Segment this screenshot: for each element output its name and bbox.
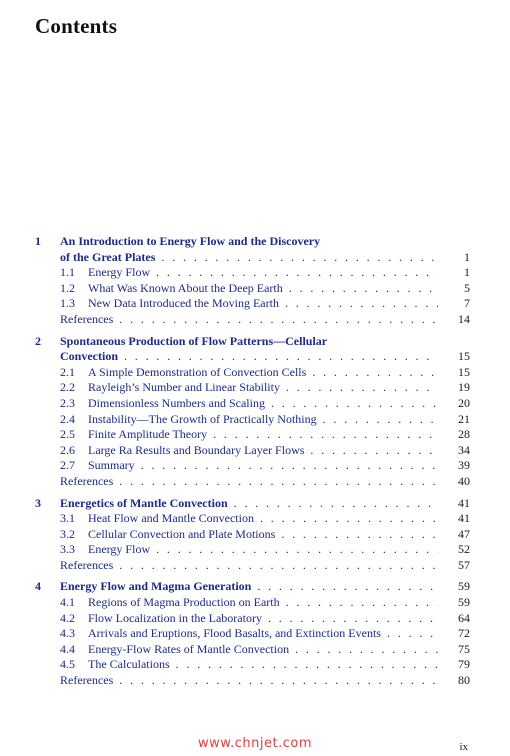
chapter-heading-row-continued[interactable] bbox=[35, 250, 470, 266]
dot-leader bbox=[119, 312, 438, 328]
section-number: 2.2 bbox=[60, 380, 75, 395]
section-number: 2.3 bbox=[60, 395, 75, 410]
section-page: 5 bbox=[464, 280, 470, 295]
section-row[interactable] bbox=[35, 427, 470, 443]
section-title[interactable]: A Simple Demonstration of Convection Cells bbox=[88, 364, 307, 379]
section-title[interactable]: New Data Introduced the Moving Earth bbox=[88, 296, 279, 311]
section-title[interactable]: The Calculations bbox=[88, 657, 170, 672]
section-title[interactable]: Energy-Flow Rates of Mantle Convection bbox=[88, 641, 290, 656]
chapter-number: 2 bbox=[35, 333, 41, 348]
section-row[interactable] bbox=[35, 365, 470, 381]
section-page: 7 bbox=[464, 296, 470, 311]
references-title[interactable]: References bbox=[60, 473, 114, 488]
dot-leader bbox=[268, 611, 438, 627]
chapter-heading-row[interactable] bbox=[35, 334, 470, 350]
chapter-page: 59 bbox=[458, 579, 470, 594]
section-number: 2.1 bbox=[60, 364, 75, 379]
references-row[interactable] bbox=[35, 558, 470, 574]
section-title[interactable]: Summary bbox=[88, 458, 135, 473]
chapter-entry bbox=[35, 334, 470, 490]
references-page: 80 bbox=[458, 673, 470, 688]
references-title[interactable]: References bbox=[60, 557, 114, 572]
section-page: 21 bbox=[458, 411, 470, 426]
section-number: 1.3 bbox=[60, 296, 75, 311]
dot-leader bbox=[295, 642, 438, 658]
watermark: www.chnjet.com bbox=[197, 736, 313, 751]
section-number: 1.1 bbox=[60, 265, 75, 280]
dot-leader bbox=[286, 595, 438, 611]
dot-leader bbox=[156, 265, 438, 281]
references-row[interactable] bbox=[35, 312, 470, 328]
chapter-title[interactable]: Energetics of Mantle Convection bbox=[60, 495, 228, 510]
section-page: 20 bbox=[458, 395, 470, 410]
dot-leader bbox=[156, 542, 438, 558]
chapter-page: 41 bbox=[458, 495, 470, 510]
section-title[interactable]: Energy Flow bbox=[88, 542, 151, 557]
section-row[interactable] bbox=[35, 265, 470, 281]
chapter-entry bbox=[35, 234, 470, 328]
dot-leader bbox=[286, 380, 438, 396]
section-title[interactable]: Finite Amplitude Theory bbox=[88, 427, 208, 442]
section-row[interactable] bbox=[35, 458, 470, 474]
section-number: 4.3 bbox=[60, 626, 75, 641]
section-page: 1 bbox=[464, 265, 470, 280]
section-page: 64 bbox=[458, 610, 470, 625]
section-title[interactable]: Energy Flow bbox=[88, 265, 151, 280]
section-page: 15 bbox=[458, 364, 470, 379]
section-page: 47 bbox=[458, 526, 470, 541]
section-row[interactable] bbox=[35, 511, 470, 527]
chapter-heading-row[interactable] bbox=[35, 234, 470, 250]
dot-leader bbox=[257, 579, 438, 595]
section-row[interactable] bbox=[35, 642, 470, 658]
section-number: 2.7 bbox=[60, 458, 75, 473]
chapter-title-continued[interactable]: Convection bbox=[60, 349, 118, 364]
section-page: 52 bbox=[458, 542, 470, 557]
references-row[interactable] bbox=[35, 673, 470, 689]
section-page: 59 bbox=[458, 595, 470, 610]
dot-leader bbox=[161, 250, 438, 266]
section-number: 1.2 bbox=[60, 280, 75, 295]
table-of-contents bbox=[35, 234, 470, 695]
chapter-heading-row-continued[interactable] bbox=[35, 349, 470, 365]
section-row[interactable] bbox=[35, 443, 470, 459]
dot-leader bbox=[310, 443, 438, 459]
section-row[interactable] bbox=[35, 380, 470, 396]
chapter-number: 3 bbox=[35, 495, 41, 510]
dot-leader bbox=[119, 673, 438, 689]
dot-leader bbox=[285, 296, 438, 312]
section-number: 4.4 bbox=[60, 641, 75, 656]
section-title[interactable]: Large Ra Results and Boundary Layer Flows bbox=[88, 442, 305, 457]
chapter-page: 15 bbox=[458, 349, 470, 364]
dot-leader bbox=[260, 511, 438, 527]
references-row[interactable] bbox=[35, 474, 470, 490]
section-row[interactable] bbox=[35, 657, 470, 673]
dot-leader bbox=[124, 349, 438, 365]
references-page: 14 bbox=[458, 311, 470, 326]
dot-leader bbox=[323, 412, 438, 428]
dot-leader bbox=[312, 365, 438, 381]
section-number: 3.3 bbox=[60, 542, 75, 557]
section-page: 19 bbox=[458, 380, 470, 395]
section-title[interactable]: Arrivals and Eruptions, Flood Basalts, and Extinction Events bbox=[88, 626, 381, 641]
references-title[interactable]: References bbox=[60, 673, 114, 688]
dot-leader bbox=[119, 558, 438, 574]
dot-leader bbox=[176, 657, 438, 673]
section-row[interactable] bbox=[35, 595, 470, 611]
chapter-entry bbox=[35, 496, 470, 574]
dot-leader bbox=[141, 458, 438, 474]
dot-leader bbox=[289, 281, 438, 297]
chapter-title-continued[interactable]: of the Great Plates bbox=[60, 249, 156, 264]
chapter-title[interactable]: Energy Flow and Magma Generation bbox=[60, 579, 252, 594]
section-number: 3.2 bbox=[60, 526, 75, 541]
references-title[interactable]: References bbox=[60, 311, 114, 326]
section-number: 2.6 bbox=[60, 442, 75, 457]
chapter-heading-row[interactable] bbox=[35, 496, 470, 512]
section-title[interactable]: Instability—The Growth of Practically Nothing bbox=[88, 411, 317, 426]
dot-leader bbox=[119, 474, 438, 490]
section-title[interactable]: Dimensionless Numbers and Scaling bbox=[88, 395, 265, 410]
dot-leader bbox=[281, 527, 438, 543]
section-title[interactable]: Cellular Convection and Plate Motions bbox=[88, 526, 276, 541]
section-row[interactable] bbox=[35, 412, 470, 428]
section-number: 4.2 bbox=[60, 610, 75, 625]
section-row[interactable] bbox=[35, 542, 470, 558]
section-number: 3.1 bbox=[60, 511, 75, 526]
section-number: 4.5 bbox=[60, 657, 75, 672]
section-page: 39 bbox=[458, 458, 470, 473]
section-page: 75 bbox=[458, 641, 470, 656]
section-title[interactable]: What Was Known About the Deep Earth bbox=[88, 280, 283, 295]
section-number: 2.5 bbox=[60, 427, 75, 442]
dot-leader bbox=[271, 396, 438, 412]
dot-leader bbox=[234, 496, 438, 512]
section-title[interactable]: Rayleigh’s Number and Linear Stability bbox=[88, 380, 280, 395]
section-title[interactable]: Flow Localization in the Laboratory bbox=[88, 610, 262, 625]
chapter-number: 4 bbox=[35, 579, 41, 594]
dot-leader bbox=[387, 626, 438, 642]
section-row[interactable] bbox=[35, 396, 470, 412]
section-row[interactable] bbox=[35, 527, 470, 543]
section-title[interactable]: Regions of Magma Production on Earth bbox=[88, 595, 280, 610]
section-row[interactable] bbox=[35, 611, 470, 627]
page-number: ix bbox=[459, 741, 468, 753]
chapter-title[interactable]: An Introduction to Energy Flow and the Discovery bbox=[60, 234, 321, 248]
chapter-title[interactable]: Spontaneous Production of Flow Patterns—Cellular bbox=[60, 333, 328, 348]
page-title: Contents bbox=[35, 14, 118, 38]
section-page: 34 bbox=[458, 442, 470, 457]
chapter-number: 1 bbox=[35, 234, 41, 248]
chapter-page: 1 bbox=[464, 249, 470, 264]
dot-leader bbox=[213, 427, 438, 443]
section-page: 41 bbox=[458, 511, 470, 526]
section-number: 4.1 bbox=[60, 595, 75, 610]
section-row[interactable] bbox=[35, 626, 470, 642]
section-page: 79 bbox=[458, 657, 470, 672]
references-page: 40 bbox=[458, 473, 470, 488]
references-page: 57 bbox=[458, 557, 470, 572]
section-title[interactable]: Heat Flow and Mantle Convection bbox=[88, 511, 254, 526]
section-row[interactable] bbox=[35, 281, 470, 297]
section-page: 72 bbox=[458, 626, 470, 641]
section-number: 2.4 bbox=[60, 411, 75, 426]
section-page: 28 bbox=[458, 427, 470, 442]
chapter-heading-row[interactable] bbox=[35, 579, 470, 595]
section-row[interactable] bbox=[35, 296, 470, 312]
chapter-entry bbox=[35, 579, 470, 688]
